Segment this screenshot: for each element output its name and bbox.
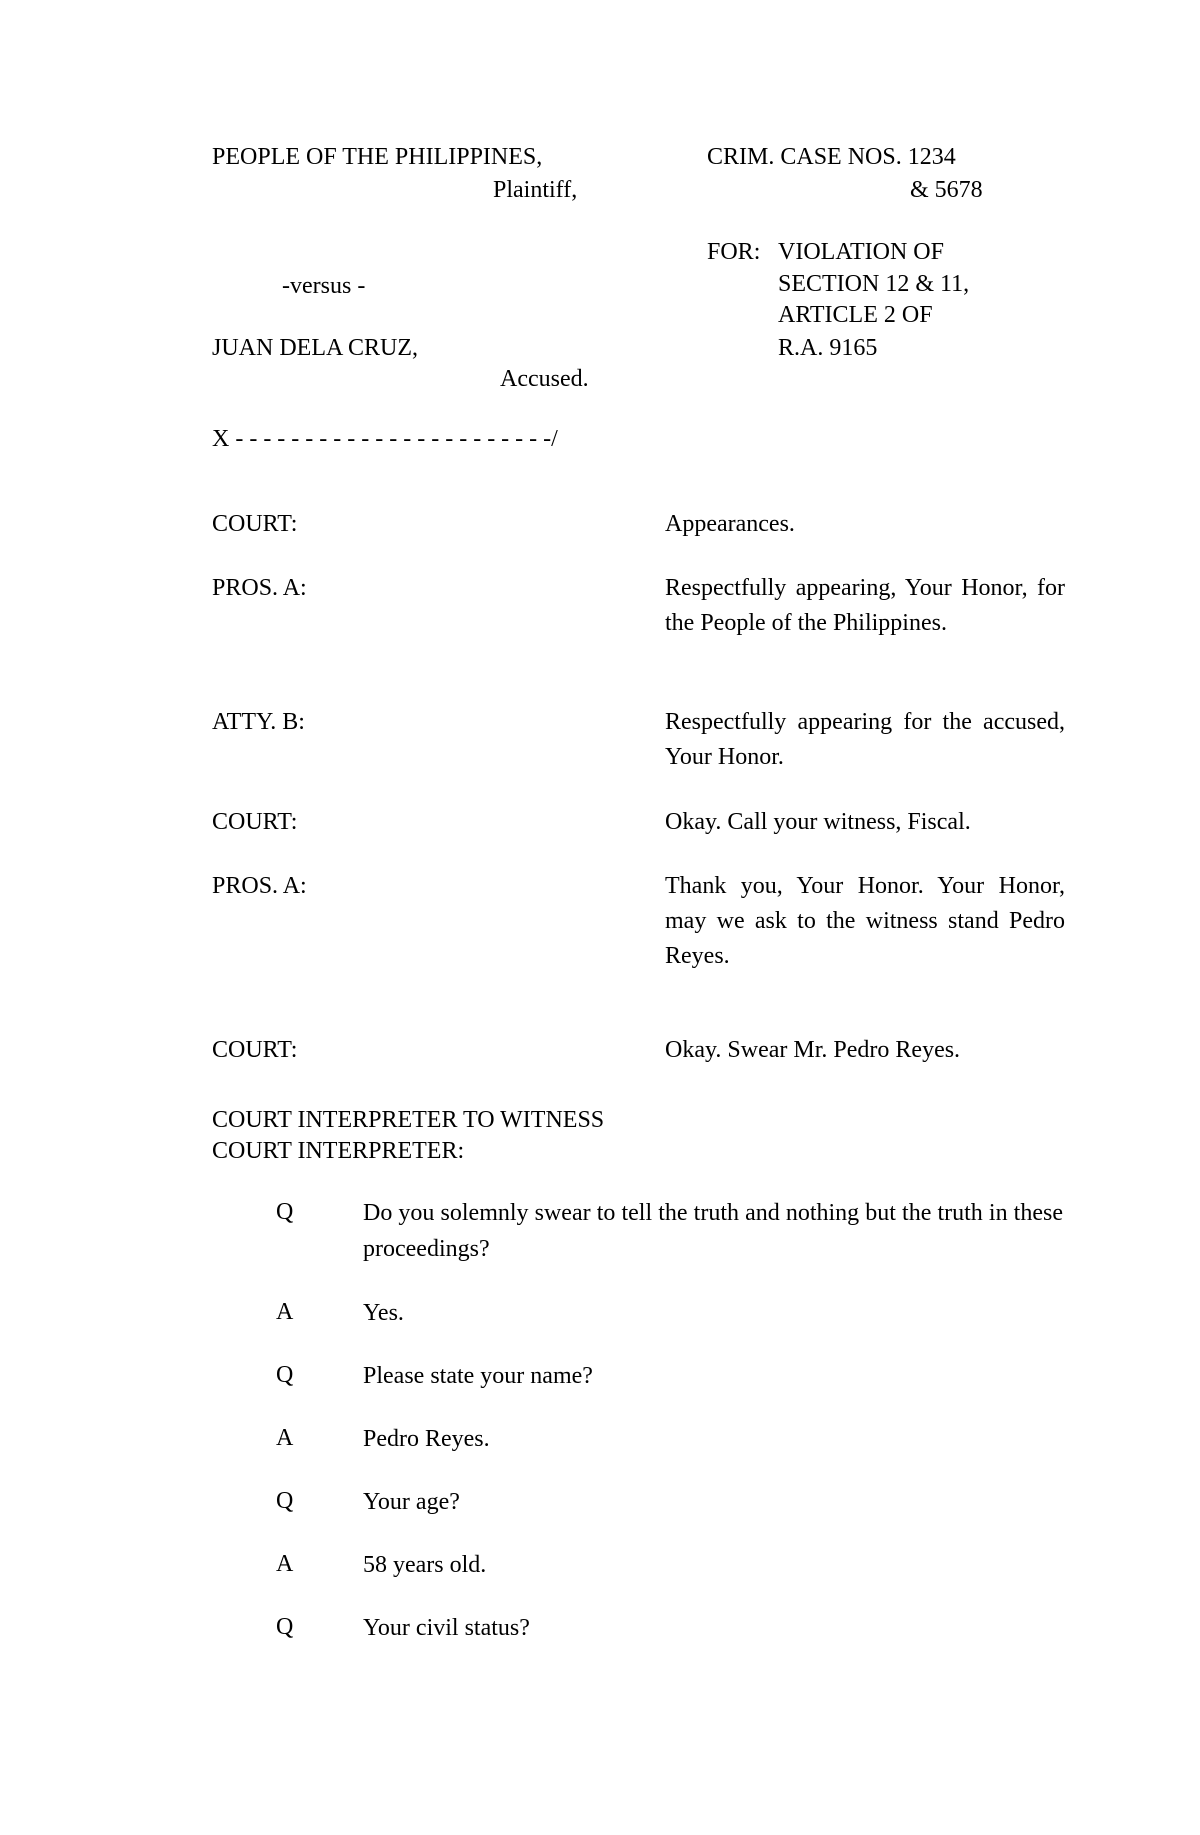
speaker-label: PROS. A: xyxy=(212,873,307,899)
plaintiff-name: PEOPLE OF THE PHILIPPINES, xyxy=(212,144,543,170)
interpreter-heading: COURT INTERPRETER TO WITNESS xyxy=(212,1107,605,1133)
speech-text: Appearances. xyxy=(665,511,795,537)
charge-line: ARTICLE 2 OF xyxy=(778,302,933,328)
plaintiff-role: Plaintiff, xyxy=(493,177,578,203)
accused-name: JUAN DELA CRUZ, xyxy=(212,335,419,361)
charge-for-label: FOR: xyxy=(707,239,761,265)
qa-text: Yes. xyxy=(363,1300,404,1326)
speaker-label: PROS. A: xyxy=(212,575,307,601)
speaker-label: COURT: xyxy=(212,1037,298,1063)
speaker-label: COURT: xyxy=(212,511,298,537)
qa-label: Q xyxy=(276,1488,294,1514)
qa-text: Pedro Reyes. xyxy=(363,1426,490,1452)
charge-line: SECTION 12 & 11, xyxy=(778,271,970,297)
qa-label: Q xyxy=(276,1199,294,1225)
speech-text: Okay. Call your witness, Fiscal. xyxy=(665,809,971,835)
caption-separator: X - - - - - - - - - - - - - - - - - - - - - - -/ xyxy=(212,426,558,452)
qa-label: A xyxy=(276,1425,294,1451)
interpreter-label: COURT INTERPRETER: xyxy=(212,1138,465,1164)
charge-line: VIOLATION OF xyxy=(778,239,944,265)
case-number-line1: CRIM. CASE NOS. 1234 xyxy=(707,144,956,170)
speaker-label: COURT: xyxy=(212,809,298,835)
speech-text: Respectfully appearing, Your Honor, for the People of the Philippines. xyxy=(665,575,1065,636)
qa-text: Do you solemnly swear to tell the truth and nothing but the truth in these proceedings? xyxy=(363,1200,1063,1262)
speech-text: Respectfully appearing for the accused, Your Honor. xyxy=(665,709,1065,770)
speech-text: Thank you, Your Honor. Your Honor, may we ask to the witness stand Pedro Reyes. xyxy=(665,873,1065,969)
qa-label: A xyxy=(276,1299,294,1325)
charge-line: R.A. 9165 xyxy=(778,335,878,361)
qa-text: Please state your name? xyxy=(363,1363,593,1389)
qa-text: 58 years old. xyxy=(363,1552,487,1578)
accused-role: Accused. xyxy=(500,366,589,392)
qa-label: Q xyxy=(276,1614,294,1640)
qa-label: A xyxy=(276,1551,294,1577)
speaker-label: ATTY. B: xyxy=(212,709,305,735)
versus-label: -versus - xyxy=(282,273,366,299)
qa-label: Q xyxy=(276,1362,294,1388)
speech-text: Okay. Swear Mr. Pedro Reyes. xyxy=(665,1037,961,1063)
case-number-line2: & 5678 xyxy=(910,177,983,203)
qa-text: Your civil status? xyxy=(363,1615,530,1641)
qa-text: Your age? xyxy=(363,1489,460,1515)
